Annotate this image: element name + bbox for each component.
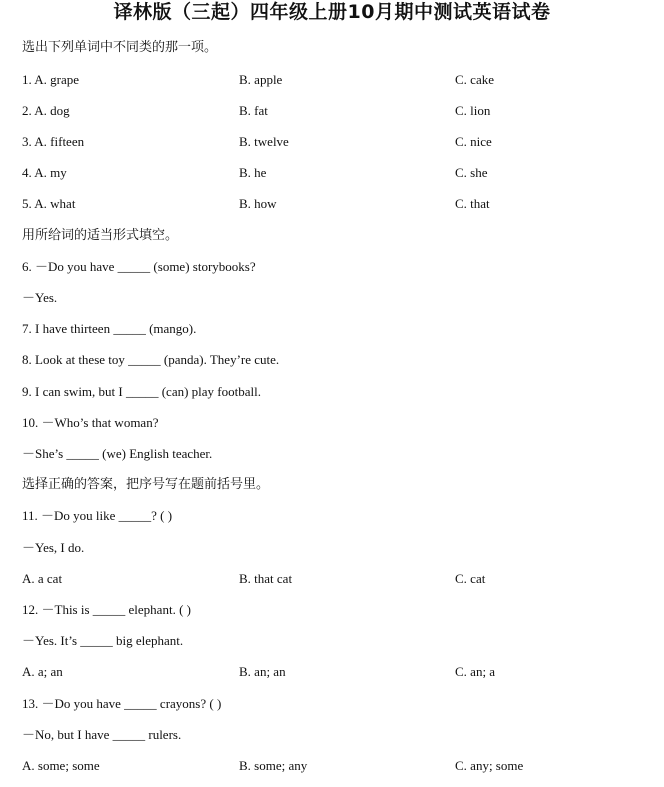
q11-question: 11. －Do you like _____? ( ) (22, 508, 173, 523)
q8-question: 8. Look at these toy _____ (panda). They’re cute. (22, 352, 280, 367)
q7-question: 7. I have thirteen _____ (mango). (22, 321, 197, 336)
q6-question: 6. －Do you have _____ (some) storybooks? (22, 259, 256, 274)
section1-heading: 选出下列单词中不同类的那一项。 (22, 40, 218, 55)
q5-option-b: B. how (239, 196, 277, 211)
q5-option-c: C. that (455, 196, 490, 211)
q10-response: －She’s _____ (we) English teacher. (22, 446, 213, 461)
q3-option-b: B. twelve (239, 134, 289, 149)
q11-response: －Yes, I do. (22, 540, 85, 555)
q13-response: －No, but I have _____ rulers. (22, 727, 182, 742)
q13-option-c: C. any; some (455, 758, 524, 773)
q6-response: －Yes. (22, 290, 58, 305)
q12-option-a: A. a; an (22, 664, 63, 679)
section3-heading: 选择正确的答案，把序号写在题前括号里。 (22, 477, 270, 492)
q12-question: 12. －This is _____ elephant. ( ) (22, 602, 191, 617)
q9-question: 9. I can swim, but I _____ (can) play football. (22, 384, 261, 399)
section2-heading: 用所给词的适当形式填空。 (22, 228, 179, 243)
q5-option-a: 5. A. what (22, 196, 76, 211)
q11-option-b: B. that cat (239, 571, 293, 586)
q11-option-a: A. a cat (22, 571, 63, 586)
q4-option-b: B. he (239, 165, 267, 180)
q2-option-a: 2. A. dog (22, 103, 70, 118)
page-title: 译林版（三起）四年级上册10月期中测试英语试卷 (113, 1, 551, 23)
q13-question: 13. －Do you have _____ crayons? ( ) (22, 696, 222, 711)
q2-option-c: C. lion (455, 103, 491, 118)
q12-option-c: C. an; a (455, 664, 496, 679)
q11-option-c: C. cat (455, 571, 486, 586)
q13-option-b: B. some; any (239, 758, 308, 773)
q10-question: 10. －Who’s that woman? (22, 415, 159, 430)
q3-option-a: 3. A. fifteen (22, 134, 85, 149)
q1-option-c: C. cake (455, 72, 494, 87)
q4-option-c: C. she (455, 165, 488, 180)
q13-option-a: A. some; some (22, 758, 100, 773)
q12-response: －Yes. It’s _____ big elephant. (22, 633, 184, 648)
q1-option-a: 1. A. grape (22, 72, 80, 87)
q4-option-a: 4. A. my (22, 165, 67, 180)
q3-option-c: C. nice (455, 134, 492, 149)
q12-option-b: B. an; an (239, 664, 286, 679)
q2-option-b: B. fat (239, 103, 268, 118)
q1-option-b: B. apple (239, 72, 283, 87)
